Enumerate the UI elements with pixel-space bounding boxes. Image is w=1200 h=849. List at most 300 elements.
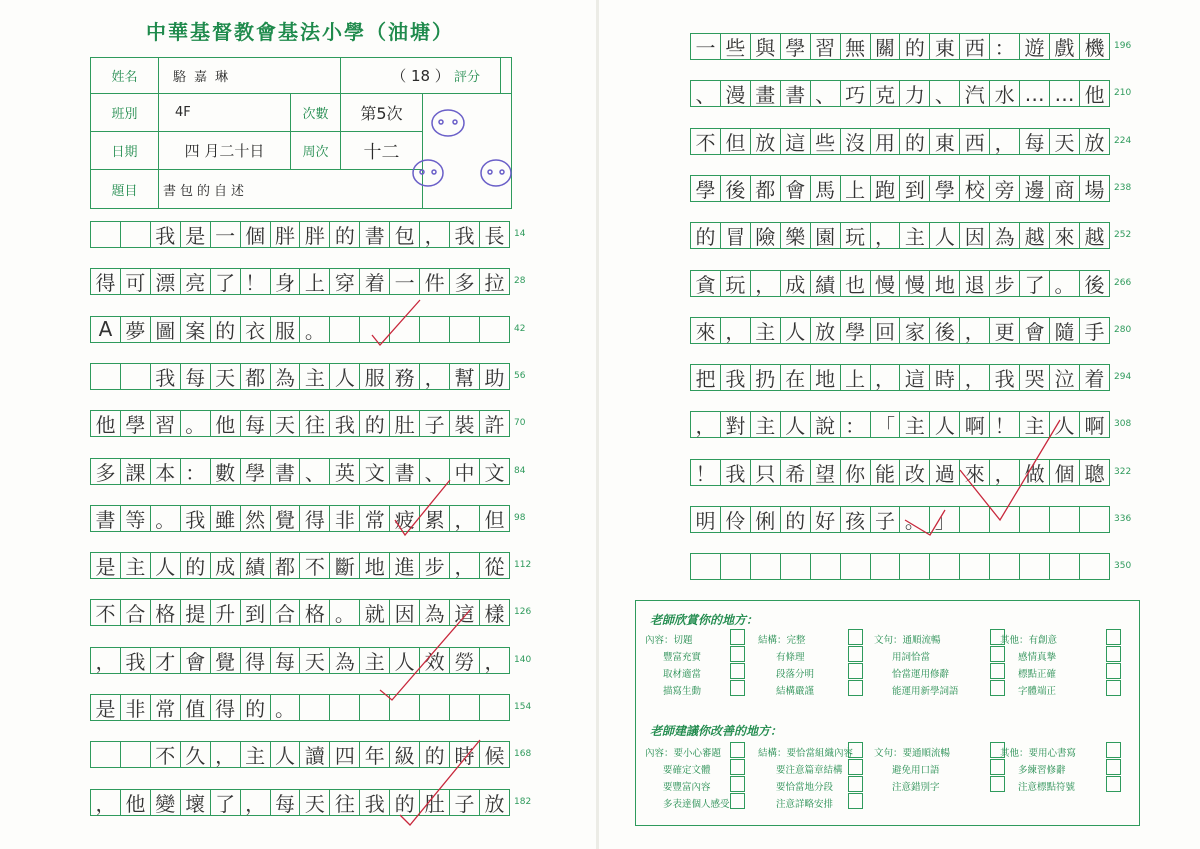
grid-cell: ， bbox=[211, 742, 241, 767]
grid-cell: 邊 bbox=[1020, 176, 1050, 201]
grid-cell: 貪 bbox=[691, 271, 721, 296]
grid-cell: 到 bbox=[241, 600, 271, 625]
feedback-checkbox[interactable] bbox=[1106, 646, 1121, 662]
grid-cell: 後 bbox=[1084, 272, 1105, 297]
grid-cell: 來 bbox=[691, 318, 721, 343]
grid-cell: 後 bbox=[721, 176, 751, 201]
feedback-item-label: 其他：要用心書寫 bbox=[1000, 748, 1077, 759]
grid-cell: 只 bbox=[751, 460, 781, 485]
feedback-item-label: 文句：要通順流暢 bbox=[874, 748, 951, 759]
grid-cell: ， bbox=[450, 553, 480, 578]
grid-cell: … bbox=[1020, 81, 1050, 106]
grid-cell: 場 bbox=[1084, 177, 1105, 202]
feedback-checkbox[interactable] bbox=[848, 663, 863, 679]
grid-cell: ， bbox=[871, 223, 901, 248]
grid-cell: 校 bbox=[960, 176, 990, 201]
feedback-item-label: 有條理 bbox=[776, 652, 805, 663]
grid-cell: 常 bbox=[151, 695, 181, 720]
feedback-item-label: 內容：要小心審題 bbox=[645, 748, 722, 759]
cumulative-count: 168 bbox=[514, 749, 532, 760]
grid-cell: 個 bbox=[1050, 460, 1080, 485]
grid-cell: 一 bbox=[390, 269, 420, 294]
grid-cell: 西 bbox=[960, 34, 990, 59]
grid-cell: 這 bbox=[781, 129, 811, 154]
grid-cell: 人 bbox=[930, 223, 960, 248]
grid-cell: 水 bbox=[990, 81, 1020, 106]
feedback-checkbox[interactable] bbox=[848, 776, 863, 792]
grid-cell: 把 bbox=[691, 365, 721, 390]
grid-cell: 扔 bbox=[751, 365, 781, 390]
grid-cell: 每 bbox=[241, 411, 271, 436]
grid-cell: 越 bbox=[1020, 223, 1050, 248]
grid-cell: 你 bbox=[841, 460, 871, 485]
grid-cell: 着 bbox=[360, 269, 390, 294]
grid-cell: 就 bbox=[360, 600, 390, 625]
grid-cell: 為 bbox=[990, 223, 1020, 248]
cumulative-count: 294 bbox=[1114, 372, 1132, 383]
grid-cell: 退 bbox=[960, 271, 990, 296]
feedback-checkbox[interactable] bbox=[1106, 629, 1121, 645]
grid-cell: 的 bbox=[781, 507, 811, 532]
grid-cell: 非 bbox=[330, 506, 360, 531]
grid-cell: 的 bbox=[181, 553, 211, 578]
grid-cell: ， bbox=[960, 365, 990, 390]
grid-cell: 覺 bbox=[211, 648, 241, 673]
grid-cell: 漫 bbox=[721, 81, 751, 106]
cumulative-count: 224 bbox=[1114, 135, 1132, 146]
grid-cell: 會 bbox=[1020, 318, 1050, 343]
grid-cell: 課 bbox=[121, 459, 151, 484]
grid-cell: 些 bbox=[721, 34, 751, 59]
grid-cell: 數 bbox=[211, 459, 241, 484]
grid-cell: 的 bbox=[360, 411, 390, 436]
grid-cell: 做 bbox=[1020, 460, 1050, 485]
grid-cell: 了 bbox=[211, 269, 241, 294]
grid-cell: ， bbox=[420, 222, 450, 247]
grid-cell: 用 bbox=[871, 129, 901, 154]
grid-cell: 他 bbox=[121, 790, 151, 815]
grid-cell: 人 bbox=[781, 318, 811, 343]
grid-cell: 長 bbox=[484, 224, 505, 248]
feedback-checkbox[interactable] bbox=[848, 629, 863, 645]
grid-cell: 書 bbox=[390, 459, 420, 484]
grid-cell: 冒 bbox=[721, 223, 751, 248]
feedback-checkbox[interactable] bbox=[730, 629, 745, 645]
feedback-item-label: 注意錯別字 bbox=[892, 782, 940, 793]
grid-cell: 等 bbox=[121, 506, 151, 531]
grid-cell: 着 bbox=[1084, 367, 1105, 392]
grid-cell: 常 bbox=[360, 506, 390, 531]
grid-cell: 候 bbox=[484, 744, 505, 769]
feedback-checkbox[interactable] bbox=[990, 646, 1005, 662]
feedback-checkbox[interactable] bbox=[730, 759, 745, 775]
grid-cell: 他 bbox=[91, 411, 121, 436]
feedback-checkbox[interactable] bbox=[730, 776, 745, 792]
grid-cell: … bbox=[1050, 81, 1080, 106]
grid-cell: 放 bbox=[1084, 130, 1105, 155]
grid-cell: 助 bbox=[484, 365, 505, 390]
feedback-item-label: 結構：完整 bbox=[758, 635, 806, 646]
grid-cell: 地 bbox=[811, 365, 841, 390]
grid-cell: ， bbox=[990, 460, 1020, 485]
grid-cell: 肚 bbox=[390, 411, 420, 436]
feedback-item-label: 感情真摯 bbox=[1018, 652, 1057, 663]
grid-cell: ， bbox=[751, 271, 781, 296]
cumulative-count: 238 bbox=[1114, 182, 1132, 193]
grid-cell: 。 bbox=[151, 506, 181, 531]
grid-cell: 是 bbox=[91, 695, 121, 720]
feedback-checkbox[interactable] bbox=[1106, 663, 1121, 679]
feedback-checkbox[interactable] bbox=[1106, 759, 1121, 775]
grid-cell: ！ bbox=[241, 269, 271, 294]
feedback-checkbox[interactable] bbox=[1106, 742, 1121, 758]
grid-cell: 。 bbox=[300, 317, 330, 342]
grid-cell: 家 bbox=[900, 318, 930, 343]
grid-cell: 主 bbox=[360, 648, 390, 673]
grid-cell: 上 bbox=[300, 269, 330, 294]
feedback-checkbox[interactable] bbox=[730, 680, 745, 696]
grid-cell: 升 bbox=[211, 600, 241, 625]
grid-cell: 成 bbox=[781, 271, 811, 296]
grid-cell: 主 bbox=[121, 553, 151, 578]
feedback-checkbox[interactable] bbox=[848, 793, 863, 809]
feedback-item-label: 注意標點符號 bbox=[1018, 782, 1076, 793]
grid-cell: 衣 bbox=[241, 317, 271, 342]
grid-cell: 這 bbox=[900, 365, 930, 390]
grid-cell: 合 bbox=[271, 600, 301, 625]
feedback-checkbox[interactable] bbox=[1106, 776, 1121, 792]
grid-cell: 為 bbox=[420, 600, 450, 625]
grid-cell: 步 bbox=[990, 271, 1020, 296]
cumulative-count: 84 bbox=[514, 465, 526, 476]
grid-cell: 案 bbox=[181, 317, 211, 342]
grid-cell: 他 bbox=[211, 411, 241, 436]
grid-cell: 四 bbox=[330, 742, 360, 767]
cumulative-count: 322 bbox=[1114, 466, 1132, 477]
topic-label: 題目 bbox=[91, 170, 159, 208]
feedback-checkbox[interactable] bbox=[848, 759, 863, 775]
grid-cell: 到 bbox=[900, 176, 930, 201]
grid-cell: 久 bbox=[181, 742, 211, 767]
cumulative-count: 336 bbox=[1114, 514, 1132, 524]
grid-cell: 天 bbox=[271, 411, 301, 436]
grid-cell: 孩 bbox=[841, 507, 871, 532]
grid-cell: 多 bbox=[450, 269, 480, 294]
grid-cell: 力 bbox=[900, 81, 930, 106]
grid-cell: 件 bbox=[420, 269, 450, 294]
grid-cell: 學 bbox=[841, 318, 871, 343]
grid-cell: 樣 bbox=[484, 602, 505, 627]
grid-cell: ， bbox=[721, 318, 751, 343]
grid-cell: 圖 bbox=[151, 317, 181, 342]
feedback-item-label: 豐富充實 bbox=[663, 652, 702, 663]
grid-cell: 望 bbox=[811, 460, 841, 485]
feedback-checkbox[interactable] bbox=[990, 663, 1005, 679]
grid-cell: 步 bbox=[420, 553, 450, 578]
grid-cell: 得 bbox=[300, 506, 330, 531]
grid-cell: 得 bbox=[91, 269, 121, 294]
feedback-item-label: 段落分明 bbox=[776, 669, 815, 680]
grid-cell: ， bbox=[91, 648, 121, 673]
cumulative-count: 14 bbox=[514, 229, 526, 239]
grid-cell: 的 bbox=[420, 742, 450, 767]
grid-cell: 放 bbox=[751, 129, 781, 154]
grid-cell: 主 bbox=[300, 364, 330, 389]
grid-cell: 樂 bbox=[781, 223, 811, 248]
grid-cell: 學 bbox=[691, 176, 721, 201]
grid-cell: 主 bbox=[241, 742, 271, 767]
grid-cell: 慢 bbox=[900, 271, 930, 296]
grid-cell: ， bbox=[450, 506, 480, 531]
feedback-item-label: 要恰當地分段 bbox=[776, 782, 834, 793]
grid-cell: 聰 bbox=[1084, 461, 1105, 486]
grid-cell: 疲 bbox=[390, 506, 420, 531]
cumulative-count: 28 bbox=[514, 276, 526, 287]
grid-cell: 慢 bbox=[871, 271, 901, 296]
cumulative-count: 182 bbox=[514, 796, 532, 807]
grid-cell: 個 bbox=[241, 222, 271, 247]
grid-cell: ， bbox=[990, 129, 1020, 154]
grid-cell: 子 bbox=[450, 790, 480, 815]
grid-cell: 胖 bbox=[300, 222, 330, 247]
feedback-checkbox[interactable] bbox=[1106, 680, 1121, 696]
grid-cell: 本 bbox=[151, 459, 181, 484]
grid-cell: 泣 bbox=[1050, 365, 1080, 390]
grid-cell: 地 bbox=[360, 553, 390, 578]
feedback-item-label: 多表達個人感受 bbox=[663, 799, 730, 810]
grid-cell: 這 bbox=[450, 600, 480, 625]
feedback-checkbox[interactable] bbox=[990, 759, 1005, 775]
feedback-checkbox[interactable] bbox=[848, 646, 863, 662]
grid-cell: 改 bbox=[900, 460, 930, 485]
grid-cell: 中 bbox=[450, 459, 480, 484]
grid-cell: 園 bbox=[811, 223, 841, 248]
grid-cell: 的 bbox=[900, 129, 930, 154]
grid-cell: 商 bbox=[1050, 176, 1080, 201]
grid-cell: 人 bbox=[271, 742, 301, 767]
feedback-checkbox[interactable] bbox=[730, 646, 745, 662]
grid-cell: ， bbox=[241, 790, 271, 815]
grid-cell: 效 bbox=[420, 648, 450, 673]
grid-cell: 級 bbox=[390, 742, 420, 767]
grid-cell: 天 bbox=[211, 364, 241, 389]
grid-cell: 的 bbox=[691, 223, 721, 248]
grid-cell: 。 bbox=[330, 600, 360, 625]
grid-cell: 往 bbox=[330, 790, 360, 815]
topic-value: 書包的自述 bbox=[159, 170, 423, 208]
grid-cell: 格 bbox=[151, 600, 181, 625]
grid-cell: 夢 bbox=[121, 317, 151, 342]
cumulative-count: 196 bbox=[1114, 41, 1132, 51]
grid-cell: 但 bbox=[484, 507, 505, 532]
grid-cell: 的 bbox=[900, 34, 930, 59]
feedback-item-label: 要注意篇章結構 bbox=[776, 765, 843, 776]
feedback-checkbox[interactable] bbox=[990, 680, 1005, 696]
grid-cell: 學 bbox=[241, 459, 271, 484]
week-value: 十二 bbox=[341, 132, 423, 170]
grid-cell: 人 bbox=[1050, 412, 1080, 437]
grid-cell: 書 bbox=[360, 222, 390, 247]
grid-cell: 人 bbox=[330, 364, 360, 389]
feedback-item-label: 注意詳略安排 bbox=[776, 799, 834, 810]
grid-cell: 隨 bbox=[1050, 318, 1080, 343]
grid-cell: 我 bbox=[151, 222, 181, 247]
grid-cell: 我 bbox=[181, 506, 211, 531]
grid-cell: 書 bbox=[91, 506, 121, 531]
grid-cell: 無 bbox=[841, 34, 871, 59]
grid-cell: 也 bbox=[841, 271, 871, 296]
grid-cell: 會 bbox=[781, 176, 811, 201]
grid-cell: 的 bbox=[211, 317, 241, 342]
grid-cell: 上 bbox=[841, 176, 871, 201]
grid-cell: 為 bbox=[271, 364, 301, 389]
grid-cell: 非 bbox=[121, 695, 151, 720]
grid-cell: 主 bbox=[900, 223, 930, 248]
grid-cell: 讀 bbox=[300, 742, 330, 767]
feedback-item-label: 要確定文體 bbox=[663, 765, 711, 776]
check-mark bbox=[400, 740, 480, 825]
grid-cell: 往 bbox=[300, 411, 330, 436]
grid-cell: 克 bbox=[871, 81, 901, 106]
grid-cell: 為 bbox=[330, 648, 360, 673]
grid-cell: 從 bbox=[484, 555, 505, 580]
cumulative-count: 70 bbox=[514, 418, 526, 429]
grid-cell: 了 bbox=[211, 790, 241, 815]
grid-cell: 。 bbox=[1050, 271, 1080, 296]
grid-cell: 、 bbox=[691, 81, 721, 106]
check-mark bbox=[960, 420, 1060, 520]
cumulative-count: 56 bbox=[514, 370, 526, 381]
feedback-checkbox[interactable] bbox=[848, 680, 863, 696]
grid-cell: 的 bbox=[330, 222, 360, 247]
cumulative-count: 210 bbox=[1114, 88, 1132, 99]
grid-cell: 馬 bbox=[811, 176, 841, 201]
grid-cell: ， bbox=[960, 318, 990, 343]
feedback-item-label: 內容：切題 bbox=[645, 635, 693, 646]
feedback-checkbox[interactable] bbox=[990, 776, 1005, 792]
grid-cell: 習 bbox=[811, 34, 841, 59]
grid-cell: 許 bbox=[484, 413, 505, 438]
grid-cell: 、 bbox=[930, 81, 960, 106]
grid-cell: 書 bbox=[271, 459, 301, 484]
school-title: 中華基督教會基法小學（油塘） bbox=[146, 20, 454, 44]
grid-cell: 會 bbox=[181, 648, 211, 673]
grid-cell: 西 bbox=[960, 129, 990, 154]
grid-cell: 裝 bbox=[450, 411, 480, 436]
grid-cell: 習 bbox=[151, 411, 181, 436]
feedback-checkbox[interactable] bbox=[730, 742, 745, 758]
grid-cell: 我 bbox=[330, 411, 360, 436]
grid-cell: 東 bbox=[930, 34, 960, 59]
grid-cell: 玩 bbox=[841, 223, 871, 248]
grid-cell: 遊 bbox=[1020, 34, 1050, 59]
grid-cell: 都 bbox=[751, 176, 781, 201]
grid-cell: 更 bbox=[990, 318, 1020, 343]
feedback-item-label: 文句：通順流暢 bbox=[874, 635, 941, 646]
grid-cell: 。 bbox=[900, 507, 930, 532]
class-label: 班別 bbox=[91, 94, 159, 132]
grid-cell: 可 bbox=[121, 269, 151, 294]
grid-cell: 主 bbox=[1020, 412, 1050, 437]
grid-cell: 險 bbox=[751, 223, 781, 248]
feedback-item-label: 標點正確 bbox=[1018, 669, 1057, 680]
grid-cell: 啊 bbox=[1084, 414, 1105, 439]
grid-cell: 亮 bbox=[181, 269, 211, 294]
grid-cell: 放 bbox=[484, 791, 505, 816]
grid-cell: 時 bbox=[450, 742, 480, 767]
grid-cell: 天 bbox=[1050, 129, 1080, 154]
grid-cell: 說 bbox=[811, 412, 841, 437]
attempt-label: 次數 bbox=[291, 94, 341, 132]
score-label: 評分 bbox=[423, 58, 511, 94]
grid-cell: 是 bbox=[181, 222, 211, 247]
grid-cell: 主 bbox=[751, 318, 781, 343]
feedback-checkbox[interactable] bbox=[848, 742, 863, 758]
grid-cell: 格 bbox=[300, 600, 330, 625]
grid-cell: 都 bbox=[241, 364, 271, 389]
grid-cell: 成 bbox=[211, 553, 241, 578]
feedback-item-label: 描寫生動 bbox=[663, 686, 702, 697]
grid-cell: 我 bbox=[121, 648, 151, 673]
grid-cell: 機 bbox=[1084, 36, 1105, 60]
grid-cell: 地 bbox=[930, 271, 960, 296]
grid-cell: 年 bbox=[360, 742, 390, 767]
grid-cell: 天 bbox=[300, 648, 330, 673]
grid-cell: 因 bbox=[960, 223, 990, 248]
grid-cell: 學 bbox=[781, 34, 811, 59]
attempt-value: 第5次 bbox=[341, 94, 423, 132]
grid-cell: 上 bbox=[841, 365, 871, 390]
grid-cell: 拉 bbox=[484, 271, 505, 296]
grid-cell: 人 bbox=[781, 412, 811, 437]
grid-cell: ， bbox=[484, 649, 505, 674]
grid-cell: 。 bbox=[181, 411, 211, 436]
grid-cell: 我 bbox=[990, 365, 1020, 390]
grid-cell: 放 bbox=[811, 318, 841, 343]
grid-cell: 戲 bbox=[1050, 34, 1080, 59]
grid-cell: 斷 bbox=[330, 553, 360, 578]
grid-cell: 希 bbox=[781, 460, 811, 485]
grid-cell: 累 bbox=[420, 506, 450, 531]
grid-cell: 績 bbox=[241, 553, 271, 578]
grid-cell: 壞 bbox=[181, 790, 211, 815]
cumulative-count: 126 bbox=[514, 607, 532, 618]
grid-cell: 啊 bbox=[960, 412, 990, 437]
grid-cell: 越 bbox=[1084, 225, 1105, 250]
grid-cell: 身 bbox=[271, 269, 301, 294]
grid-cell: 人 bbox=[930, 412, 960, 437]
grid-cell: 人 bbox=[151, 553, 181, 578]
grid-cell: 來 bbox=[1050, 223, 1080, 248]
class-value: 4F bbox=[159, 94, 291, 132]
feedback-item-label: 避免用口語 bbox=[892, 765, 940, 776]
grid-cell: ： bbox=[841, 412, 871, 437]
feedback-checkbox[interactable] bbox=[730, 793, 745, 809]
grid-cell: 、 bbox=[420, 459, 450, 484]
cumulative-count: 350 bbox=[1114, 561, 1132, 572]
check-mark bbox=[372, 300, 420, 345]
feedback-item-label: 要豐富內容 bbox=[663, 782, 711, 793]
grid-cell: 合 bbox=[121, 600, 151, 625]
grid-cell: 與 bbox=[751, 34, 781, 59]
name-label: 姓名 bbox=[91, 58, 159, 94]
grid-cell: 回 bbox=[871, 318, 901, 343]
grid-cell: 玩 bbox=[721, 271, 751, 296]
feedback-checkbox[interactable] bbox=[730, 663, 745, 679]
grid-cell: 多 bbox=[91, 459, 121, 484]
grid-cell: 都 bbox=[271, 553, 301, 578]
name-value: 駱嘉琳 bbox=[159, 58, 341, 94]
